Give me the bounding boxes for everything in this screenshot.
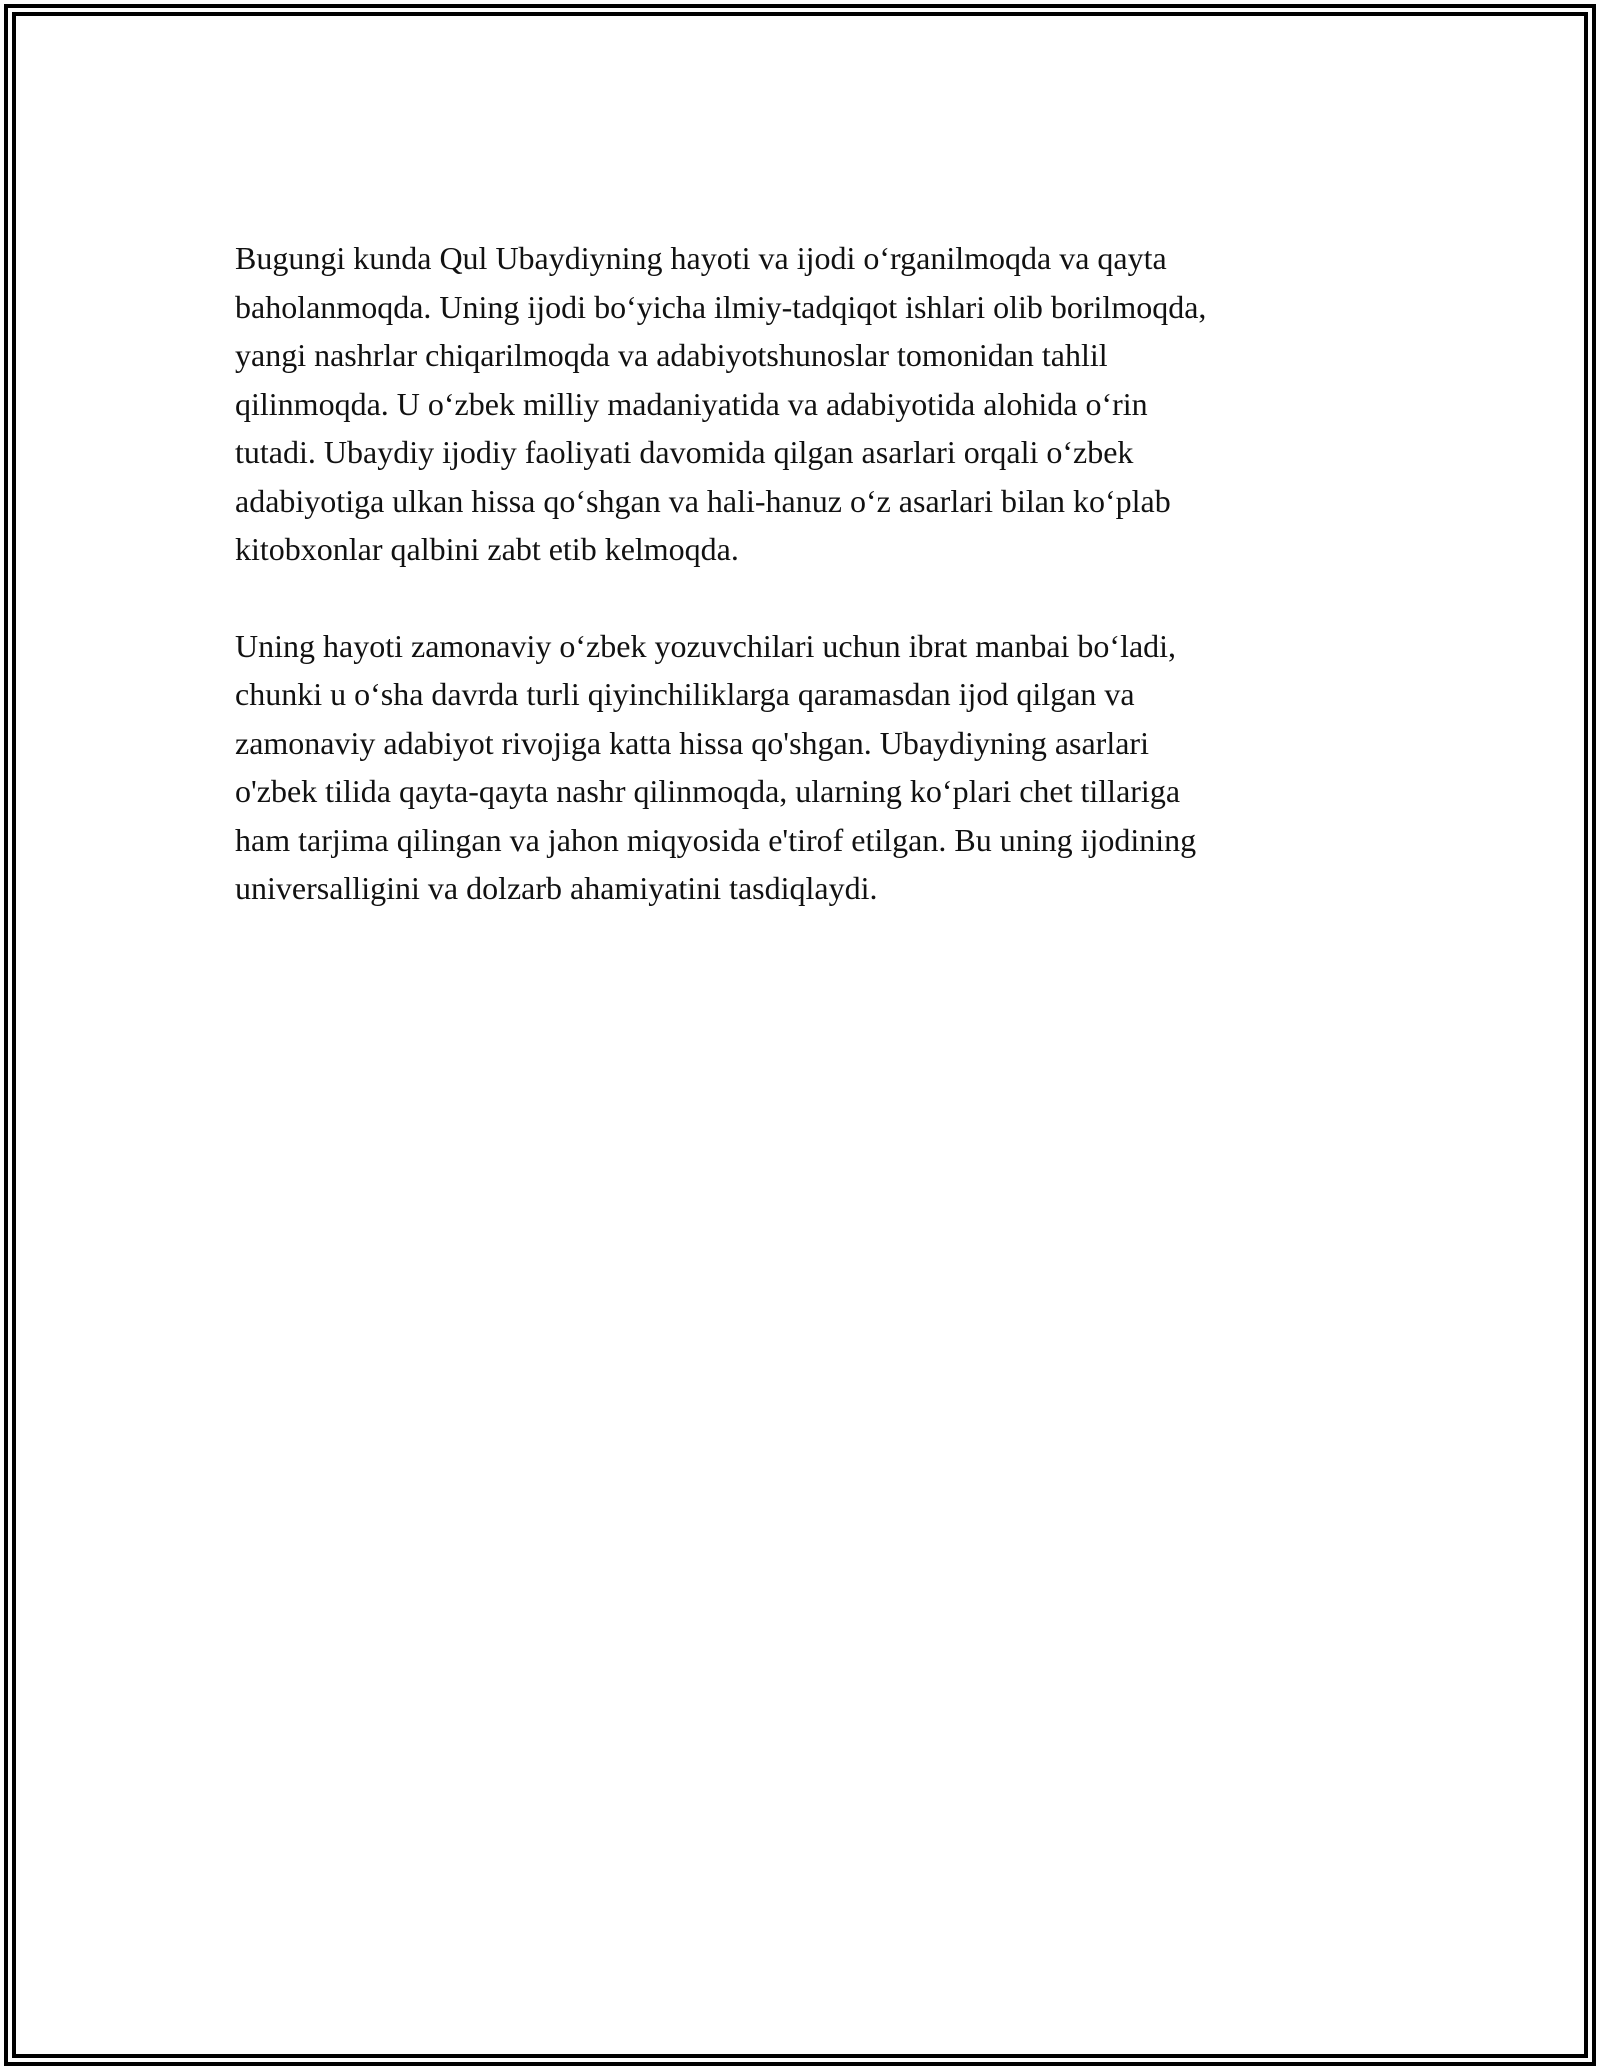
paragraph-1: Bugungi kunda Qul Ubaydiyning hayoti va ijodi o‘rganilmoqda va qayta baholanmoqda. Uning ijodi bo‘yicha ilmiy-tadqiqot ishlari olib borilmoqda, yangi nashrlar chiqarilmoqda va adabiyotshunoslar tomonidan tahlil qilinmoqda. U o‘zbek milliy madaniyatida va adabiyotida alohida o‘rin tutadi. Ubaydiy ijodiy faoliyati davomida qilgan asarlari orqali o‘zbek adabiyotiga ulkan hissa qo‘shgan va hali-hanuz o‘z asarlari bilan ko‘plab kitobxonlar qalbini zabt etib kelmoqda.: [235, 240, 1207, 567]
document-body: [235, 234, 1375, 961]
paragraph-2: Uning hayoti zamonaviy o‘zbek yozuvchilari uchun ibrat manbai bo‘ladi, chunki u o‘sha davrda turli qiyinchiliklarga qaramasdan ijod qilgan va zamonaviy adabiyot rivojiga katta hissa qo'shgan. Ubaydiyning asarlari o'zbek tilida qayta-qayta nashr qilinmoqda, ularning ko‘plari chet tillariga ham tarjima qilingan va jahon miqyosida e'tirof etilgan. Bu uning ijodining universalligini va dolzarb ahamiyatini tasdiqlaydi.: [235, 627, 1197, 906]
